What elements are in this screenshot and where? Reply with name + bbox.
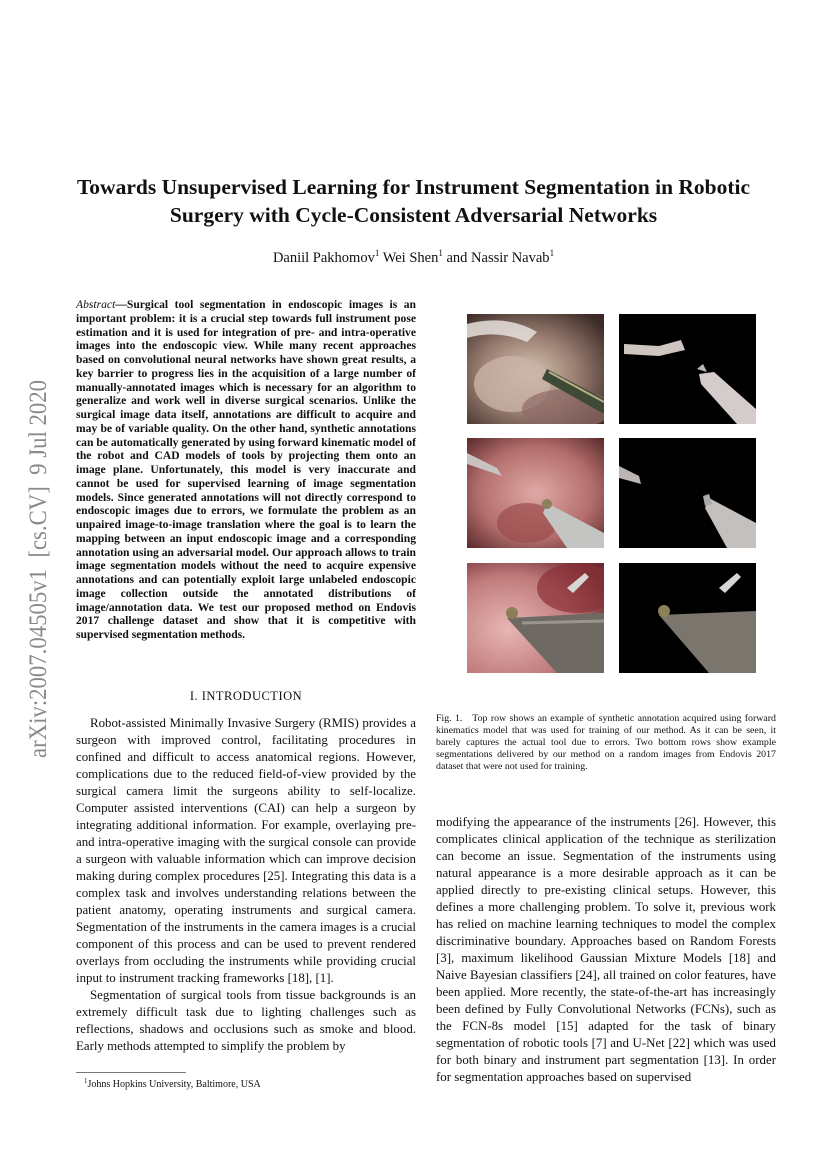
arxiv-stamp-text: arXiv:2007.04505v1 [cs.CV] 9 Jul 2020 <box>25 342 52 758</box>
author-name: Wei Shen <box>382 250 439 266</box>
body-column-left <box>76 715 416 1055</box>
paper-title: Towards Unsupervised Learning for Instrument Segmentation in Robotic Surgery with Cycle-Consistent Adversarial Networks <box>76 175 751 227</box>
author-name: Daniil Pakhomov <box>272 250 375 266</box>
footnote-text: Johns Hopkins University, Baltimore, USA <box>87 1079 261 1090</box>
author-separator: and <box>442 250 472 266</box>
figure-image-synthetic-annotation <box>619 314 756 424</box>
figure-image-synthetic-input <box>467 314 604 424</box>
affiliation-mark: 1 <box>438 248 443 258</box>
footnote-rule <box>76 1072 186 1073</box>
author-list <box>60 250 767 267</box>
arxiv-stamp <box>16 342 56 760</box>
affiliation-mark: 1 <box>549 248 555 258</box>
abstract-body: Surgical tool segmentation in endoscopic images is an important problem: it is a crucial step towards full instrument pose estimation and it is used for integration of pre- and intra-operative images into the endoscopic view. While many recent approaches based on convolutional neural networks have shown great results, a key barrier to progress lies in the acquisition of a large number of manually-annotated images which is necessary for an algorithm to generalize and work well in diverse surgical scenarios. Unlike the surgical image data itself, annotations are difficult to acquire and may be of variable quality. On the other hand, synthetic annotations can be automatically generated by using forward kinematic model of the robot and CAD models of tools by projecting them onto an image plane. Unfortunately, this model is very inaccurate and cannot be used for supervised learning of image segmentation models. Since generated annotations will not directly correspond to endoscopic images due to errors, we formulate the problem as an unpaired image-to-image translation where the goal is to learn the mapping between an input endoscopic image and a corresponding annotation using an adversarial model. Our approach allows to train image segmentation models without the need to acquire expensive annotations and can potentially exploit large unlabeled endoscopic image collection outside the annotated distributions of image/annotation data. We test our proposed method on Endovis 2017 challenge dataset and show that it is competitive with supervised segmentation methods. <box>76 298 416 641</box>
figure-caption: Fig. 1. Top row shows an example of synthetic annotation acquired using forward kinematics model that was used for training of our method. As it can be seen, it barely captures the actual tool due to errors. Two bottom rows show example segmentations delivered by our method on a random images from Endovis 2017 dataset that were not used for training. <box>436 713 779 772</box>
paragraph: modifying the appearance of the instruments [26]. However, this complicates clinical application of the technique as sterilization can become an issue. Segmentation of the instruments using natural appearance is a more desirable approach as it can be applied directly to pre-existing clinical setups. However, this defines a more challenging problem. To solve it, previous work has relied on machine learning techniques to model the complex discriminative boundary. Approaches based on Random Forests [3], maximum likelihood Gaussian Mixture Models [18] and Naive Bayesian classifiers [24], all trained on color features, have been applied. More recently, the state-of-the-art has increasingly been defined by Fully Convolutional Networks (FCNs), such as the FCN-8s model [15] adapted for the task of binary segmentation of robotic tools [7] and U-Net [22] which was used for both binary and instrument part segmentation [13]. In order for segmentation approaches based on supervised <box>436 815 776 1084</box>
footnote-mark: 1 <box>84 1077 88 1085</box>
abstract <box>76 298 416 642</box>
abstract-dash: — <box>115 298 127 311</box>
paragraph: Robot-assisted Minimally Invasive Surgery (RMIS) provides a surgeon with improved control, facilitating procedures in confined and difficult to access anatomical regions. However, complications due to the reduced field-of-view provided by the surgical camera limit the surgeons ability to self-localize. Computer assisted interventions (CAI) can help a surgeon by integrating additional information. For example, overlaying pre- and intra-operative imaging with the surgical console can provide a surgeon with valuable information which can improve decision making during complex procedures [25]. Integrating this data is a complex task and involves understanding relations between the patient anatomy, operating instruments and surgical camera. Segmentation of the instruments in the camera images is a crucial component of this process and can be used to prevent rendered overlays from occluding the instruments while providing crucial input to instrument tracking frameworks [18], [1]. <box>76 716 416 985</box>
abstract-label: Abstract <box>76 298 116 311</box>
figure-image-endovis-input-2 <box>467 563 604 673</box>
footnote <box>84 1079 261 1090</box>
affiliation-mark: 1 <box>374 248 380 258</box>
body-column-right <box>436 814 776 1086</box>
figure-image-endovis-input-1 <box>467 438 604 548</box>
author-name: Nassir Navab <box>471 250 550 266</box>
section-heading: I. INTRODUCTION <box>189 689 303 703</box>
figure-image-endovis-mask-1 <box>619 438 756 548</box>
paragraph: Segmentation of surgical tools from tissue backgrounds is an extremely difficult task due to lighting challenges such as reflections, shadows and occlusions such as smoke and blood. Early methods attempted to simplify the problem by <box>76 988 416 1053</box>
figure-image-endovis-mask-2 <box>619 563 756 673</box>
